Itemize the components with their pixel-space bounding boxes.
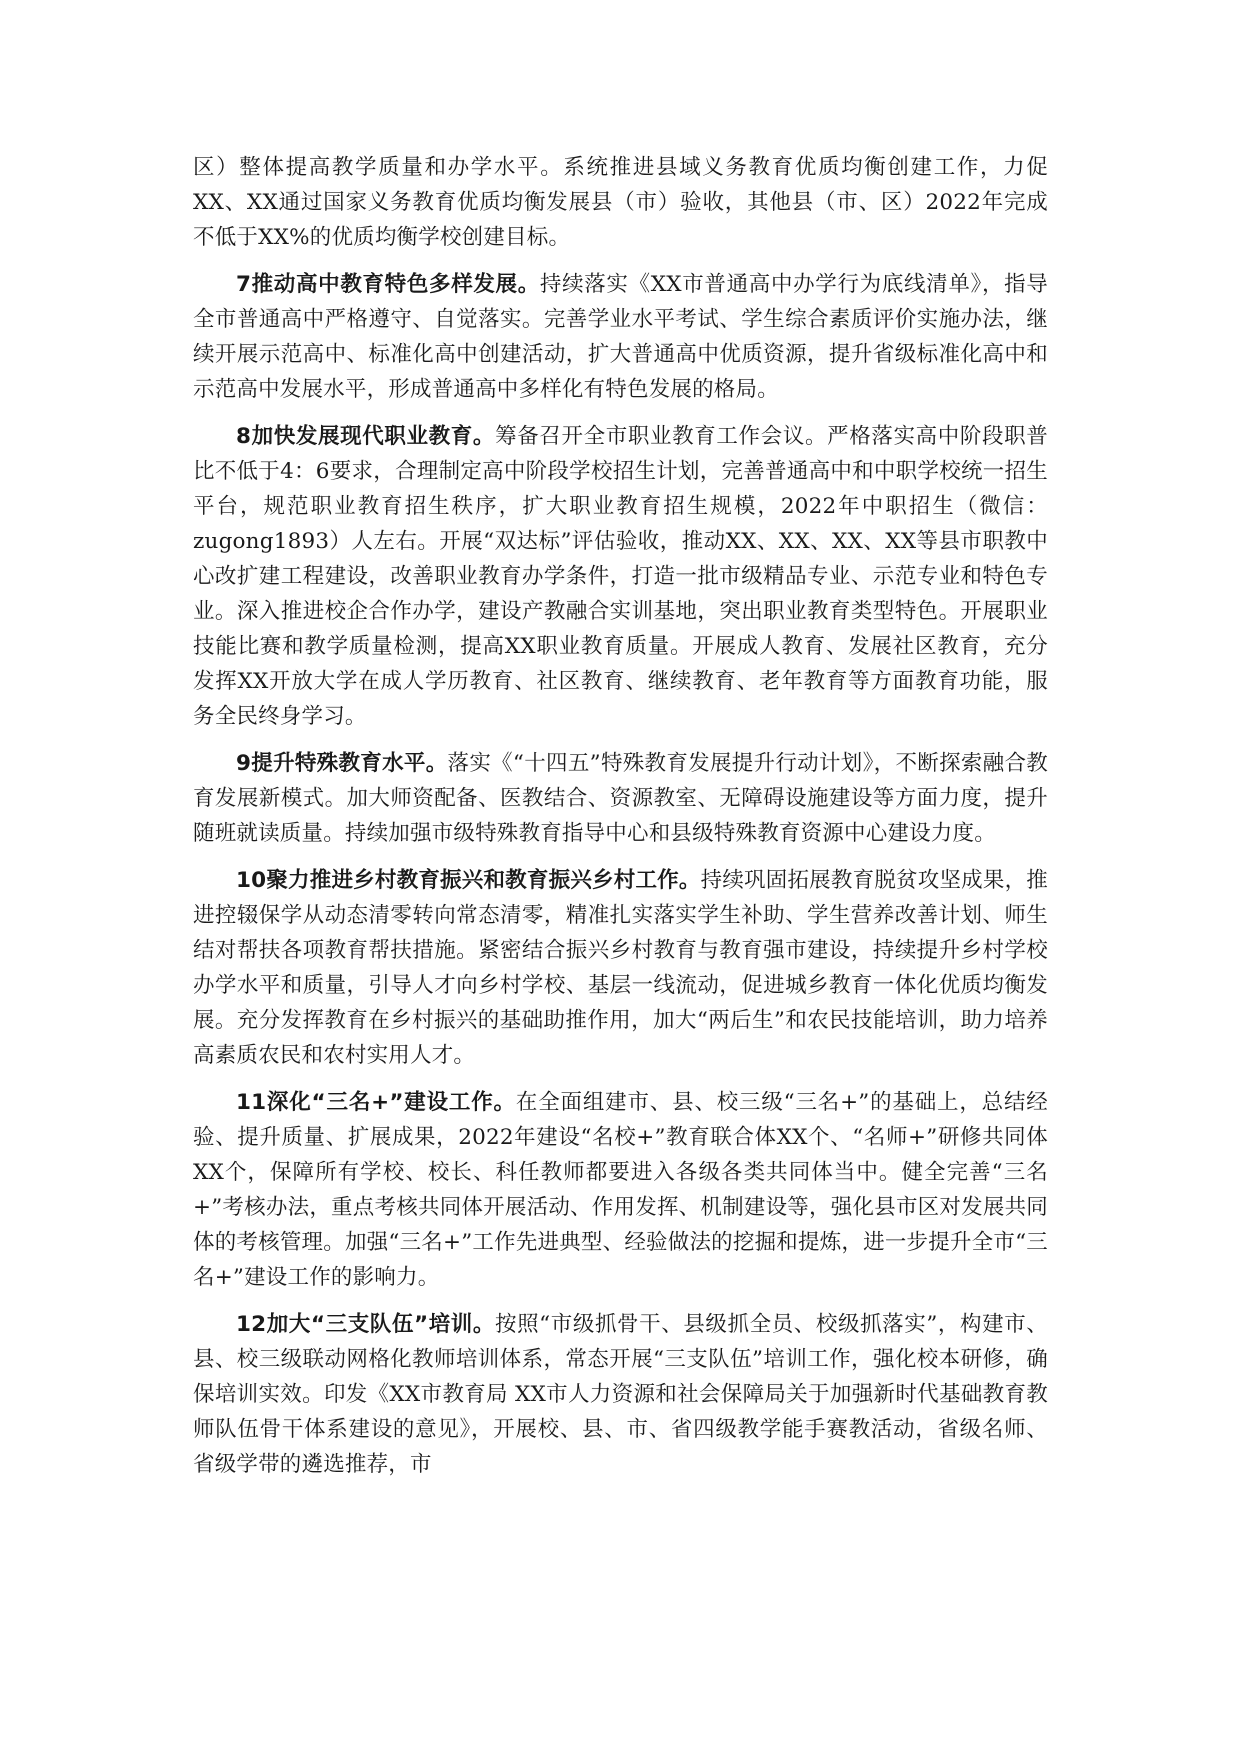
paragraph-body: 持续落实《XX市普通高中办学行为底线清单》，指导全市普通高中严格遵守、自觉落实。完善学业水平考试、学生综合素质评价实施办法，继续开展示范高中、标准化高中创建活动，扩大普通高中优质资源，提升省级标准化高中和示范高中发展水平，形成普通高中多样化有特色发展的格局。: [193, 272, 1048, 402]
document-page: [193, 150, 1048, 1494]
paragraph-body: 按照“市级抓骨干、县级抓全员、校级抓落实”，构建市、县、校三级联动网格化教师培训体系，常态开展“三支队伍”培训工作，强化校本研修，确保培训实效。印发《XX市教育局 XX市人力资源和社会保障局关于加强新时代基础教育教师队伍骨干体系建设的意见》，开展校、县、市、省四级教学能手赛教活动，省级名师、省级学带的遴选推荐，市: [193, 1312, 1049, 1477]
section-heading: 7推动高中教育特色多样发展。: [236, 272, 540, 297]
paragraph-body: 在全面组建市、县、校三级“三名+”的基础上，总结经验、提升质量、扩展成果，2022年建设“名校+”教育联合体XX个、“名师+”研修共同体XX个，保障所有学校、校长、科任教师都要进入各级各类共同体当中。健全完善“三名+”考核办法，重点考核共同体开展活动、作用发挥、机制建设等，强化县市区对发展共同体的考核管理。加强“三名+”工作先进典型、经验做法的挖掘和提炼，进一步提升全市“三名+”建设工作的影响力。: [193, 1090, 1049, 1290]
section-12-three-teams-training: [193, 1307, 1048, 1482]
section-8-vocational-education: [193, 419, 1048, 734]
section-10-rural-education: [193, 863, 1048, 1073]
paragraph-body: 筹备召开全市职业教育工作会议。严格落实高中阶段职普比不低于4：6要求，合理制定高中阶段学校招生计划，完善普通高中和中职学校统一招生平台，规范职业教育招生秩序，扩大职业教育招生规模，2022年中职招生（微信：zugong1893）人左右。开展“双达标”评估验收，推动XX、XX、XX、XX等县市职教中心改扩建工程建设，改善职业教育办学条件，打造一批市级精品专业、示范专业和特色专业。深入推进校企合作办学，建设产教融合实训基地，突出职业教育类型特色。开展职业技能比赛和教学质量检测，提高XX职业教育质量。开展成人教育、发展社区教育，充分发挥XX开放大学在成人学历教育、社区教育、继续教育、老年教育等方面教育功能，服务全民终身学习。: [193, 424, 1048, 729]
paragraph-body: 落实《“十四五”特殊教育发展提升行动计划》，不断探索融合教育发展新模式。加大师资配备、医教结合、资源教室、无障碍设施建设等方面力度，提升随班就读质量。持续加强市级特殊教育指导中心和县级特殊教育资源中心建设力度。: [193, 751, 1048, 846]
section-7-high-school-education: [193, 267, 1048, 407]
section-heading: 10聚力推进乡村教育振兴和教育振兴乡村工作。: [236, 868, 701, 893]
section-9-special-education: [193, 746, 1048, 851]
section-heading: 9提升特殊教育水平。: [236, 751, 448, 776]
section-heading: 12加大“三支队伍”培训。: [236, 1312, 495, 1337]
paragraph-body: 持续巩固拓展教育脱贫攻坚成果，推进控辍保学从动态清零转向常态清零，精准扎实落实学生补助、学生营养改善计划、师生结对帮扶各项教育帮扶措施。紧密结合振兴乡村教育与教育强市建设，持续提升乡村学校办学水平和质量，引导人才向乡村学校、基层一线流动，促进城乡教育一体化优质均衡发展。充分发挥教育在乡村振兴的基础助推作用，加大“两后生”和农民技能培训，助力培养高素质农民和农村实用人才。: [193, 868, 1049, 1068]
paragraph-continuation: [193, 150, 1048, 255]
section-11-three-names: [193, 1085, 1048, 1295]
paragraph-body: 区）整体提高教学质量和办学水平。系统推进县域义务教育优质均衡创建工作，力促XX、XX通过国家义务教育优质均衡发展县（市）验收，其他县（市、区）2022年完成不低于XX%的优质均衡学校创建目标。: [193, 155, 1048, 250]
section-heading: 8加快发展现代职业教育。: [236, 424, 496, 449]
section-heading: 11深化“三名+”建设工作。: [236, 1090, 516, 1115]
